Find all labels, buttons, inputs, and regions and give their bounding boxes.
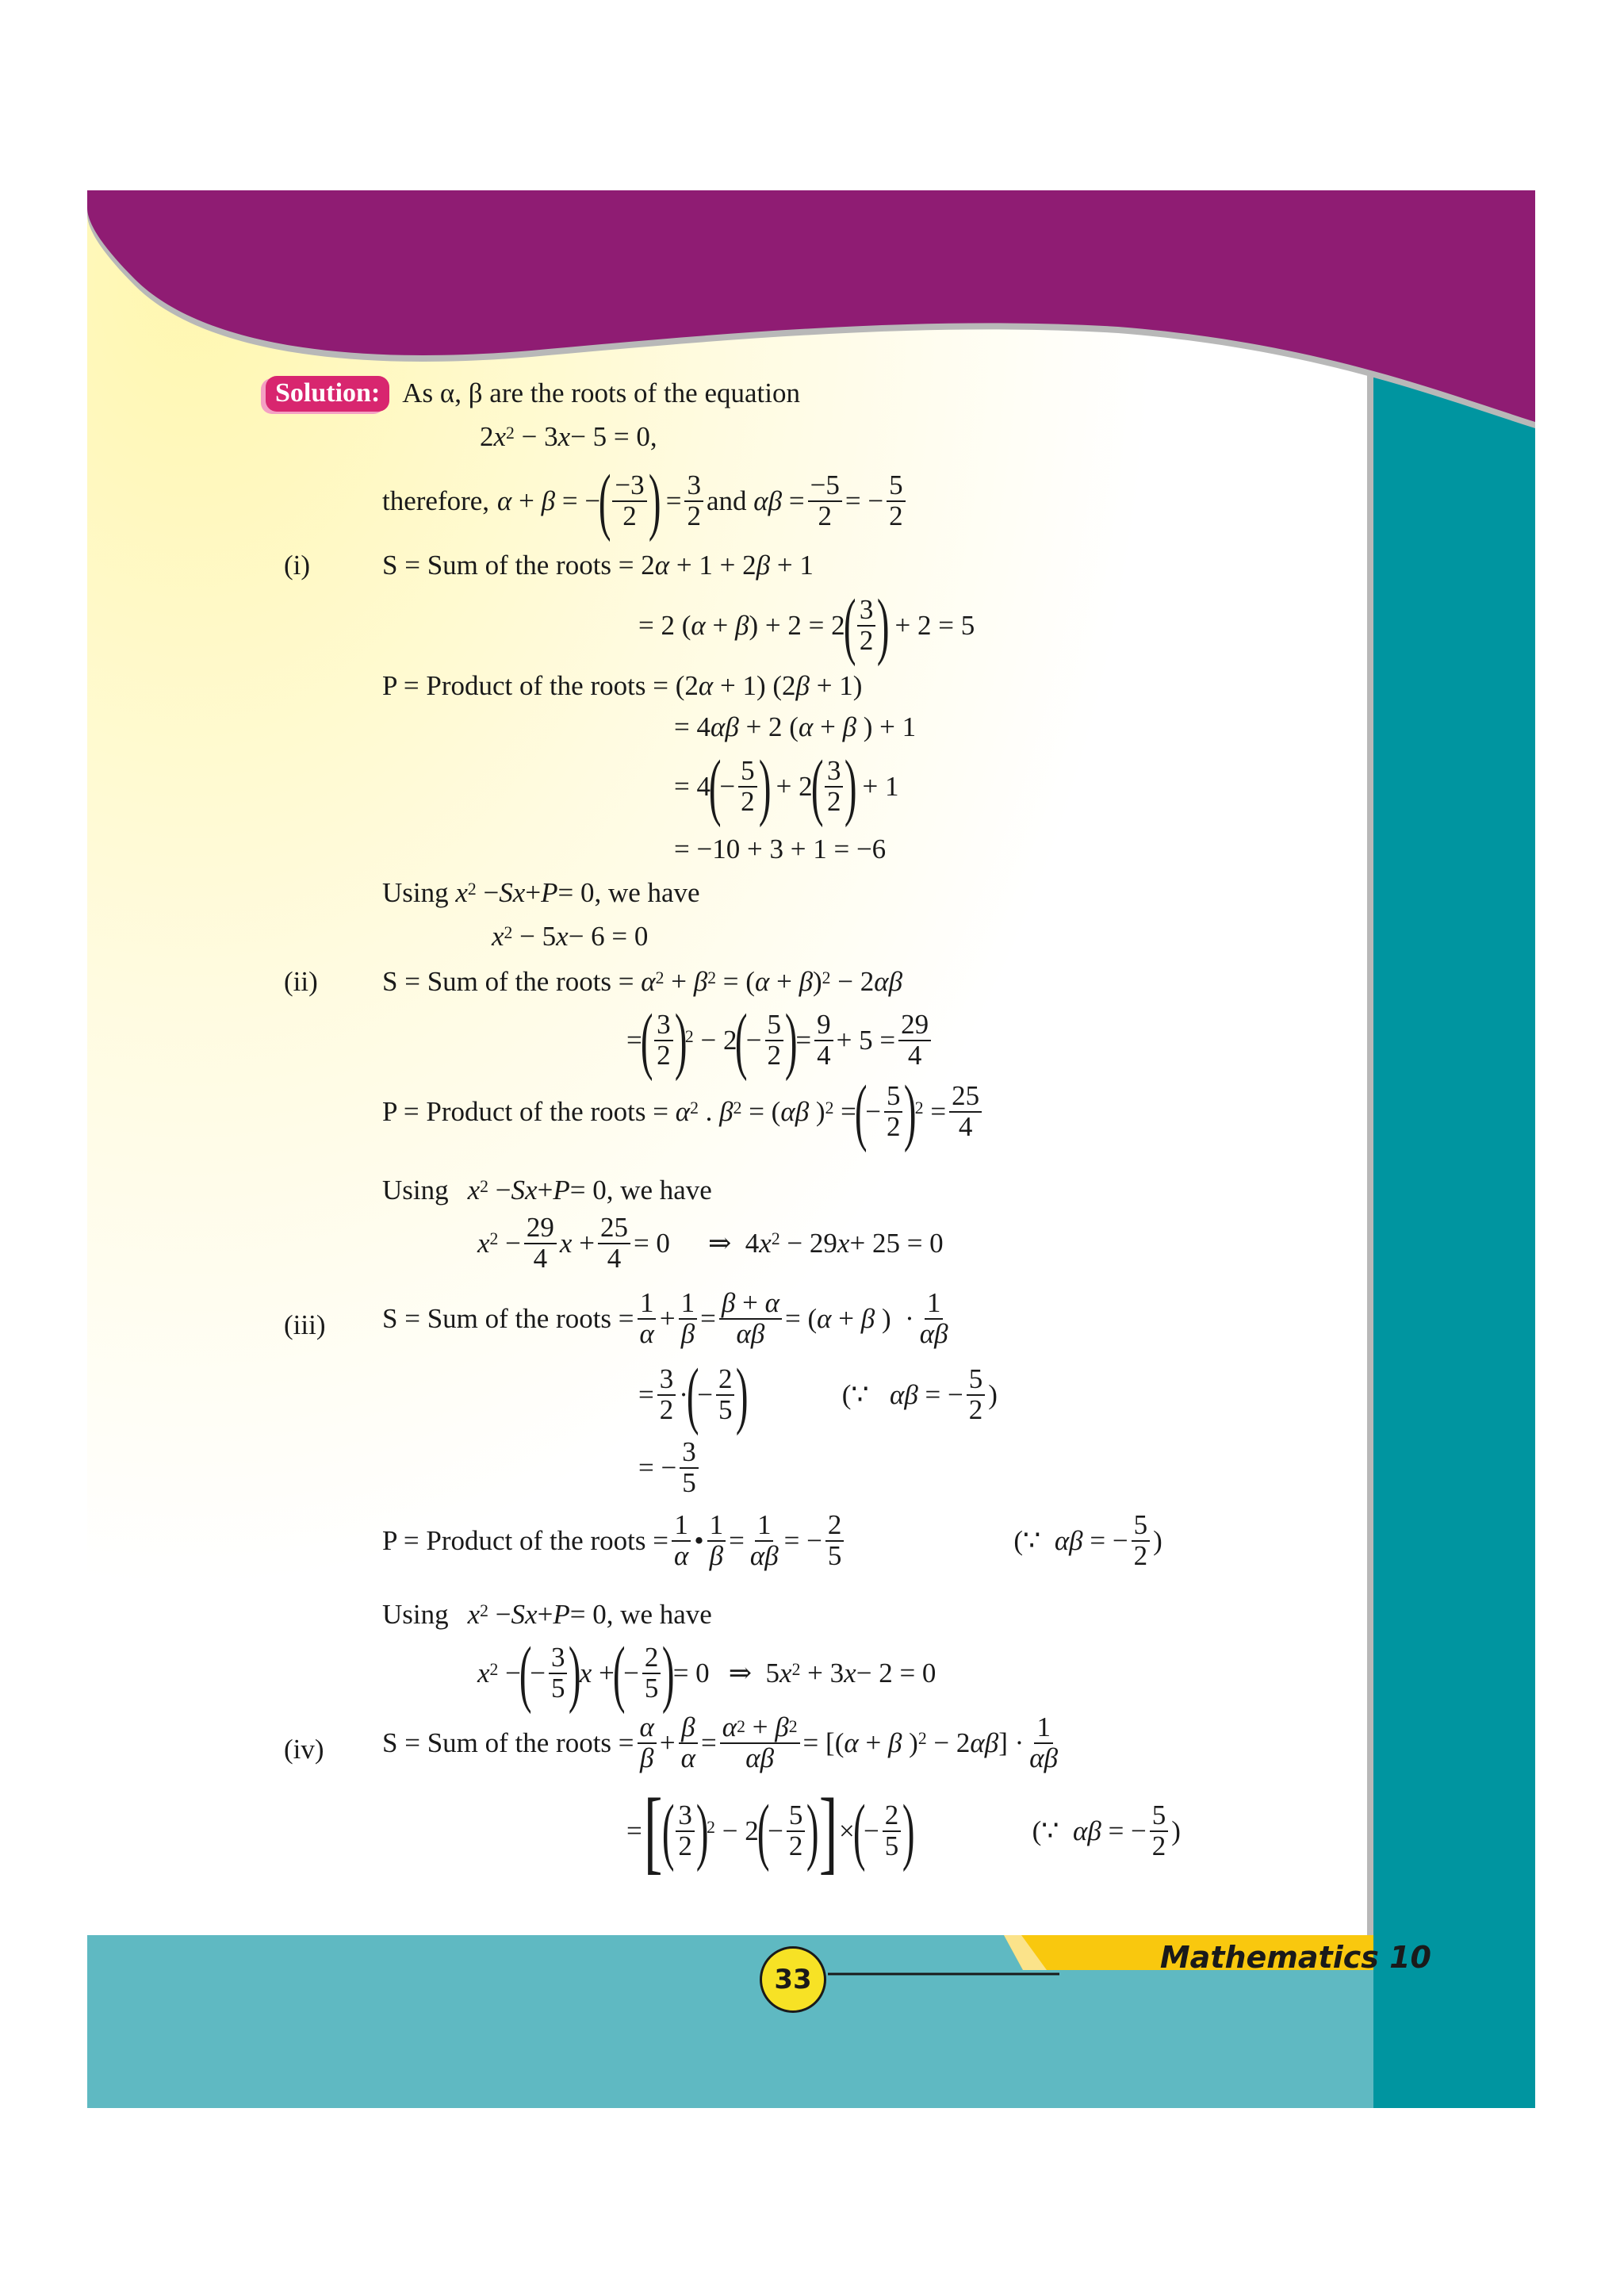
- part-iii-sum-value: = − $\frac{3}{5}$: [638, 1438, 702, 1498]
- part-i-result: x $^2$ − 5 x − 6 = 0: [492, 921, 649, 952]
- using-text: Using: [382, 1599, 449, 1630]
- part-i-product-step2: = 4 ( − $\frac{5}{2}$ ) + 2 ( $\frac{3}{2}$ ) + 1: [674, 746, 899, 828]
- part-i-product-step1: = 4 αβ + 2 ( α + β ) + 1: [674, 711, 917, 742]
- solution-content: [87, 190, 1372, 1935]
- sum-label: S = Sum of the roots =: [382, 1727, 634, 1758]
- part-ii-using: Using x $^2$ − Sx + P = 0 , we have: [382, 1175, 712, 1205]
- sum-product-relation: therefore, α + β = − ( $\frac{-3}{2}$ ) = $\frac{3}{2}$ and αβ = $\frac{-5}{2}$ = − $\frac{5}{2}$: [382, 464, 909, 539]
- book-title: Mathematics 10: [1159, 1940, 1431, 1975]
- part-iii-label: (iii): [284, 1309, 326, 1340]
- part-iv-sum: S = Sum of the roots = $\frac{\alpha}{\beta}$ + $\frac{\beta}{\alpha}$ = $\frac{\alpha^2 + \beta^2}{\alpha\beta}$ = [( α + β ) $^2$ − 2 αβ ] · $\frac{1}{\alpha\beta}$: [382, 1711, 1059, 1773]
- and-text: and: [706, 485, 747, 516]
- part-iv-sum-step: = [ ( $\frac{3}{2}$ ) $^2$ − 2 ( − $\frac{5}{2}$ ) ] × ( − $\frac{2}{5}$ ) (∵ αβ = − $\frac{5}{2}$ ): [626, 1779, 1181, 1883]
- part-i-using: Using x $^2$ − Sx + P = 0 , we have: [382, 877, 700, 908]
- part-i-product-value: = −10 + 3 + 1 = −6: [674, 834, 887, 864]
- part-ii-label: (ii): [284, 966, 318, 997]
- intro-text: As α, β are the roots of the equation: [402, 378, 800, 409]
- we-have-text: , we have: [594, 877, 700, 908]
- part-ii-product: P = Product of the roots = α $^2$ . β $^2$ = ( αβ ) $^2$ = ( − $\frac{5}{2}$ ) $^2$ = $\frac{25}{4}$: [382, 1075, 985, 1149]
- using-text: Using: [382, 877, 449, 908]
- sum-label: S = Sum of the roots =: [382, 550, 634, 581]
- using-text: Using: [382, 1175, 449, 1205]
- sum-label: S = Sum of the roots =: [382, 1302, 634, 1334]
- given-equation: 2 x $^2$ − 3 x − 5 = 0,: [480, 421, 657, 452]
- product-label: P = Product of the roots =: [382, 1524, 668, 1556]
- product-label: P = Product of the roots =: [382, 670, 668, 701]
- solution-badge: Solution:: [266, 376, 389, 412]
- part-iii-result: x $^2$ − ( − $\frac{3}{5}$ ) x + ( − $\frac{2}{5}$ ) = 0 ⇒ 5 x $^2$ + 3 x − 2 = 0: [477, 1632, 936, 1715]
- therefore-text: therefore,: [382, 485, 490, 516]
- part-i-sum-value: = 2 ( α + β ) + 2 = 2 ( $\frac{3}{2}$ ) + 2 = 5: [638, 585, 975, 667]
- part-iii-using: Using x $^2$ − Sx + P = 0 , we have: [382, 1599, 712, 1630]
- part-iv-label: (iv): [284, 1734, 324, 1765]
- part-i-label: (i): [284, 550, 311, 581]
- part-ii-sum: S = Sum of the roots = α $^2$ + β $^2$ = ( α + β ) $^2$ − 2 αβ: [382, 966, 903, 997]
- solution-intro: [266, 376, 800, 412]
- part-ii-sum-value: = ( $\frac{3}{2}$ ) $^2$ − 2 ( − $\frac{5}{2}$ ) = $\frac{9}{4}$ + 5 = $\frac{29}{4}$: [626, 1003, 934, 1078]
- we-have-text: , we have: [606, 1175, 712, 1205]
- sum-label: S = Sum of the roots =: [382, 966, 634, 997]
- page-number: 33: [760, 1946, 826, 2013]
- textbook-page: [87, 190, 1535, 2108]
- product-label: P = Product of the roots =: [382, 1096, 668, 1127]
- part-i-sum: S = Sum of the roots = 2 α + 1 + 2 β + 1: [382, 550, 814, 581]
- part-i-product: P = Product of the roots = (2 α + 1) (2 β + 1): [382, 670, 863, 701]
- we-have-text: , we have: [606, 1599, 712, 1630]
- part-iii-sum-step: = $\frac{3}{2}$ · ( − $\frac{2}{5}$ ) (∵ αβ = − $\frac{5}{2}$ ): [638, 1354, 998, 1436]
- part-iii-product: P = Product of the roots = $\frac{1}{\alpha}$ • $\frac{1}{\beta}$ = $\frac{1}{\alpha\beta}$ = − $\frac{2}{5}$ (∵ αβ = − $\frac{5}{2}$ ): [382, 1509, 1162, 1571]
- part-iii-sum: S = Sum of the roots = $\frac{1}{\alpha}$ + $\frac{1}{\beta}$ = $\frac{\beta + \alpha}{\alpha\beta}$ = ( α + β ) · $\frac{1}{\alpha\beta}$: [382, 1287, 948, 1349]
- part-ii-result: x $^2$ − $\frac{29}{4}$ x + $\frac{25}{4}$ = 0 ⇒ 4 x $^2$ − 29 x + 25 = 0: [477, 1212, 944, 1274]
